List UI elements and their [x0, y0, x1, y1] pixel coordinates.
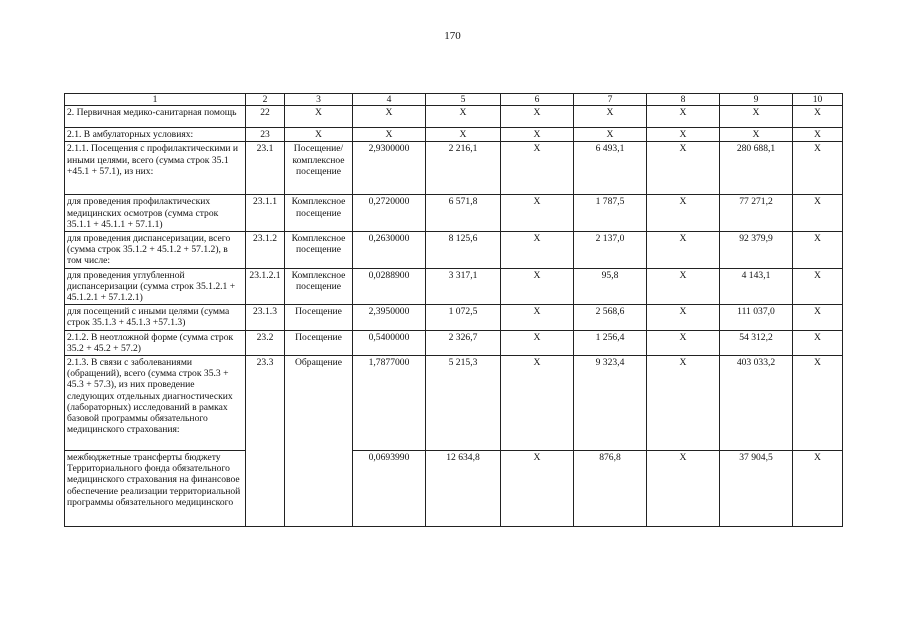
cell-col7: 9 323,4 — [574, 356, 647, 451]
cell-norm: 0,2630000 — [353, 232, 426, 269]
cell-col9: Х — [720, 106, 793, 128]
table-row — [65, 356, 843, 451]
cell-col7: Х — [574, 106, 647, 128]
cell-col8: Х — [647, 268, 720, 305]
cell-unit: Посещение — [285, 305, 353, 330]
table-row — [65, 330, 843, 355]
cell-cost: Х — [426, 106, 501, 128]
cell-name: 2.1.3. В связи с заболеваниями (обращений), всего (сумма строк 35.3 + 45.3 + 57.3), из них проведение следующих отдельных диагностических (лабораторных) исследований в рамках базовой программы обязательного медицинского страхования: — [65, 356, 246, 451]
cell-col9: 403 033,2 — [720, 356, 793, 451]
cell-norm: Х — [353, 106, 426, 128]
cell-col6: Х — [501, 305, 574, 330]
column-header-2: 2 — [246, 94, 285, 106]
table-row — [65, 268, 843, 305]
cell-code: 23.3 — [246, 356, 285, 527]
cell-col7: 1 256,4 — [574, 330, 647, 355]
cell-unit: Комплексное посещение — [285, 268, 353, 305]
cell-name: межбюджетные трансферты бюджету Территориального фонда обязательного медицинского страхования на финансовое обеспечение реализации территориальной программы обязательного медицинского — [65, 451, 246, 527]
cell-col8: Х — [647, 356, 720, 451]
cell-col7: 2 568,6 — [574, 305, 647, 330]
cell-cost: 3 317,1 — [426, 268, 501, 305]
table-body — [65, 94, 843, 527]
cell-cost: 1 072,5 — [426, 305, 501, 330]
cell-col6: Х — [501, 356, 574, 451]
cell-col6: Х — [501, 195, 574, 232]
table-row — [65, 305, 843, 330]
cell-col9: 4 143,1 — [720, 268, 793, 305]
cell-col7: 1 787,5 — [574, 195, 647, 232]
cell-col8: Х — [647, 142, 720, 195]
table-header-row — [65, 94, 843, 106]
column-header-8: 8 — [647, 94, 720, 106]
table-row — [65, 195, 843, 232]
column-header-10: 10 — [793, 94, 843, 106]
cell-norm: 0,5400000 — [353, 330, 426, 355]
cell-code: 22 — [246, 106, 285, 128]
cell-code: 23 — [246, 128, 285, 142]
cell-norm: 1,7877000 — [353, 356, 426, 451]
cell-col7: 876,8 — [574, 451, 647, 527]
cell-code: 23.1.3 — [246, 305, 285, 330]
table-row — [65, 142, 843, 195]
cell-col8: Х — [647, 128, 720, 142]
cell-name: для посещений с иными целями (сумма строк 35.1.3 + 45.1.3 +57.1.3) — [65, 305, 246, 330]
cell-col6: Х — [501, 142, 574, 195]
cell-col7: Х — [574, 128, 647, 142]
cell-unit: Комплексное посещение — [285, 195, 353, 232]
cell-col9: 37 904,5 — [720, 451, 793, 527]
cell-norm: 0,0693990 — [353, 451, 426, 527]
cell-cost: 8 125,6 — [426, 232, 501, 269]
cell-code: 23.1 — [246, 142, 285, 195]
cell-col8: Х — [647, 305, 720, 330]
page-number: 170 — [444, 30, 461, 42]
cell-col6: Х — [501, 330, 574, 355]
cell-col7: 6 493,1 — [574, 142, 647, 195]
cell-name: 2.1.1. Посещения с профилактическими и иными целями, всего (сумма строк 35.1 +45.1 + 57.1), из них: — [65, 142, 246, 195]
cell-col9: Х — [720, 128, 793, 142]
cell-cost: 2 216,1 — [426, 142, 501, 195]
cell-col7: 95,8 — [574, 268, 647, 305]
column-header-5: 5 — [426, 94, 501, 106]
cell-col10: Х — [793, 142, 843, 195]
cell-col10: Х — [793, 232, 843, 269]
column-header-1: 1 — [65, 94, 246, 106]
cell-cost: 6 571,8 — [426, 195, 501, 232]
cell-norm: Х — [353, 128, 426, 142]
cell-col6: Х — [501, 232, 574, 269]
cell-unit: Посещение — [285, 330, 353, 355]
cell-col10: Х — [793, 128, 843, 142]
table-row — [65, 106, 843, 128]
cell-col9: 54 312,2 — [720, 330, 793, 355]
cell-unit: Посещение/ комплексное посещение — [285, 142, 353, 195]
cell-col6: Х — [501, 268, 574, 305]
cell-col8: Х — [647, 106, 720, 128]
column-header-3: 3 — [285, 94, 353, 106]
cell-col10: Х — [793, 305, 843, 330]
cell-col10: Х — [793, 268, 843, 305]
cell-col6: Х — [501, 451, 574, 527]
cell-col10: Х — [793, 451, 843, 527]
cell-col8: Х — [647, 451, 720, 527]
cell-name: 2.1. В амбулаторных условиях: — [65, 128, 246, 142]
column-header-9: 9 — [720, 94, 793, 106]
cell-name: 2.1.2. В неотложной форме (сумма строк 35.2 + 45.2 + 57.2) — [65, 330, 246, 355]
cell-code: 23.1.2.1 — [246, 268, 285, 305]
cell-col9: 111 037,0 — [720, 305, 793, 330]
cell-cost: 2 326,7 — [426, 330, 501, 355]
cell-unit: Х — [285, 106, 353, 128]
cell-name: для проведения углубленной диспансеризации (сумма строк 35.1.2.1 + 45.1.2.1 + 57.1.2.1) — [65, 268, 246, 305]
cell-cost: 5 215,3 — [426, 356, 501, 451]
table-row — [65, 128, 843, 142]
cell-col8: Х — [647, 232, 720, 269]
cell-col7: 2 137,0 — [574, 232, 647, 269]
cell-cost: 12 634,8 — [426, 451, 501, 527]
cell-col10: Х — [793, 195, 843, 232]
cell-col10: Х — [793, 356, 843, 451]
financing-table — [64, 93, 843, 527]
cell-col8: Х — [647, 330, 720, 355]
cell-col9: 92 379,9 — [720, 232, 793, 269]
cell-code: 23.1.2 — [246, 232, 285, 269]
cell-code: 23.2 — [246, 330, 285, 355]
cell-unit: Комплексное посещение — [285, 232, 353, 269]
column-header-6: 6 — [501, 94, 574, 106]
cell-norm: 0,2720000 — [353, 195, 426, 232]
cell-col9: 77 271,2 — [720, 195, 793, 232]
table-row — [65, 232, 843, 269]
table-row — [65, 451, 843, 527]
cell-col6: Х — [501, 128, 574, 142]
cell-col8: Х — [647, 195, 720, 232]
cell-norm: 2,3950000 — [353, 305, 426, 330]
cell-col10: Х — [793, 106, 843, 128]
cell-col6: Х — [501, 106, 574, 128]
cell-cost: Х — [426, 128, 501, 142]
cell-name: для проведения диспансеризации, всего (сумма строк 35.1.2 + 45.1.2 + 57.1.2), в том числе: — [65, 232, 246, 269]
cell-col9: 280 688,1 — [720, 142, 793, 195]
column-header-4: 4 — [353, 94, 426, 106]
cell-unit: Х — [285, 128, 353, 142]
cell-unit: Обращение — [285, 356, 353, 527]
cell-norm: 2,9300000 — [353, 142, 426, 195]
cell-name: для проведения профилактических медицинских осмотров (сумма строк 35.1.1 + 45.1.1 + 57.1.1) — [65, 195, 246, 232]
cell-name: 2. Первичная медико-санитарная помощь — [65, 106, 246, 128]
cell-code: 23.1.1 — [246, 195, 285, 232]
cell-col10: Х — [793, 330, 843, 355]
column-header-7: 7 — [574, 94, 647, 106]
cell-norm: 0,0288900 — [353, 268, 426, 305]
